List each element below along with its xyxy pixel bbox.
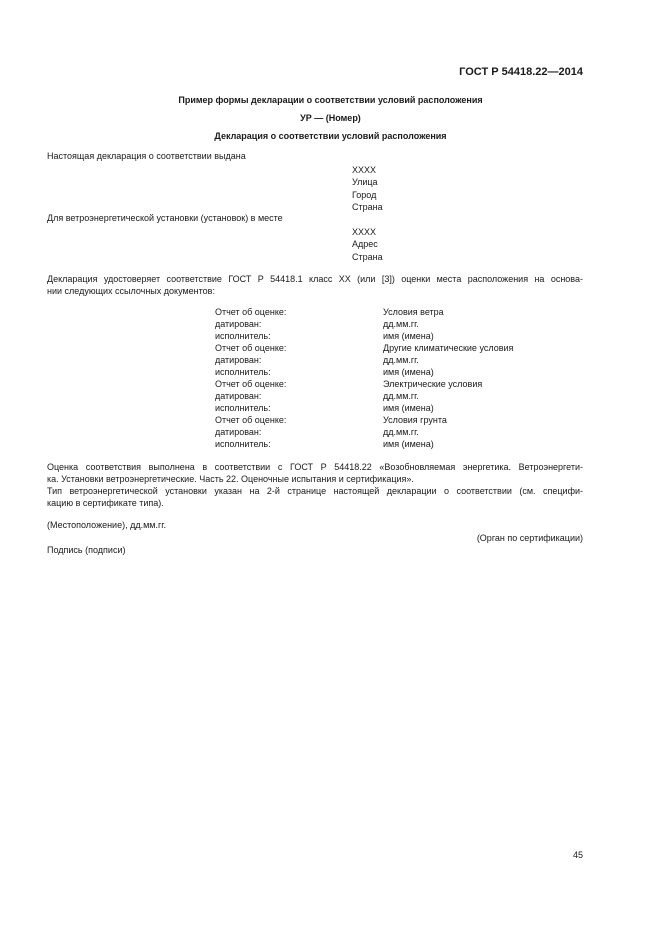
- declaration-number: УР — (Номер): [300, 113, 361, 123]
- date-label: датирован:: [215, 391, 262, 401]
- signature: Подпись (подписи): [47, 545, 126, 555]
- report-label: Отчет об оценке:: [215, 307, 287, 317]
- location-date: (Местоположение), дд.мм.гг.: [47, 520, 166, 530]
- paragraph-line: кацию в сертификате типа).: [47, 498, 164, 508]
- author-value: имя (имена): [383, 439, 434, 449]
- address-line: Страна: [352, 251, 383, 262]
- address-line: Адрес: [352, 239, 378, 250]
- report-label: Отчет об оценке:: [215, 415, 287, 425]
- form-title: Пример формы декларации о соответствии условий расположения: [178, 95, 483, 105]
- date-label: датирован:: [215, 319, 262, 329]
- declaration-title: Декларация о соответствии условий расположения: [214, 131, 447, 141]
- turbine-address-block: [352, 226, 383, 263]
- paragraph-line: Декларация удостоверяет соответствие ГОСТ Р 54418.1 класс ХХ (или [3]) оценки места расположения на основа-: [47, 274, 583, 284]
- author-value: имя (имена): [383, 331, 434, 341]
- report-label: Отчет об оценке:: [215, 379, 287, 389]
- address-line: Страна: [352, 201, 383, 212]
- paragraph-line: Тип ветроэнергетической установки указан на 2-й странице настоящей декларации о соответствии (см. специфи-: [47, 486, 583, 496]
- author-value: имя (имена): [383, 403, 434, 413]
- author-label: исполнитель:: [215, 403, 271, 413]
- date-label: датирован:: [215, 427, 262, 437]
- assessment-paragraph: [47, 461, 583, 509]
- date-value: дд.мм.гг.: [383, 355, 419, 365]
- issued-address-block: [352, 164, 383, 213]
- author-label: исполнитель:: [215, 331, 271, 341]
- paragraph-line: Оценка соответствия выполнена в соответствии с ГОСТ Р 54418.22 «Возобновляемая энергетика. Ветроэнергети-: [47, 462, 583, 472]
- reports-labels-column: [215, 306, 286, 450]
- paragraph-line: ка. Установки ветроэнергетические. Часть 22. Оценочные испытания и сертификация».: [47, 474, 414, 484]
- report-label: Отчет об оценке:: [215, 343, 287, 353]
- certifies-paragraph: [47, 273, 583, 297]
- issued-label: Настоящая декларация о соответствии выдана: [47, 151, 246, 161]
- report-value: Условия грунта: [383, 415, 447, 425]
- certification-body: (Орган по сертификации): [476, 533, 583, 543]
- report-value: Условия ветра: [383, 307, 444, 317]
- date-value: дд.мм.гг.: [383, 391, 419, 401]
- reports-values-column: [383, 306, 513, 450]
- page-number: 45: [572, 850, 583, 860]
- date-value: дд.мм.гг.: [383, 319, 419, 329]
- address-line: ХХХХ: [352, 227, 377, 237]
- author-label: исполнитель:: [215, 439, 271, 449]
- author-value: имя (имена): [383, 367, 434, 377]
- report-value: Электрические условия: [383, 379, 483, 389]
- date-value: дд.мм.гг.: [383, 427, 419, 437]
- address-line: Город: [352, 189, 377, 200]
- turbine-label: Для ветроэнергетической установки (установок) в месте: [47, 213, 283, 223]
- author-label: исполнитель:: [215, 367, 271, 377]
- date-label: датирован:: [215, 355, 262, 365]
- address-line: ХХХХ: [352, 165, 377, 175]
- report-value: Другие климатические условия: [383, 343, 514, 353]
- paragraph-line: нии следующих ссылочных документов:: [47, 286, 215, 296]
- standard-code: ГОСТ Р 54418.22—2014: [459, 66, 583, 78]
- address-line: Улица: [352, 177, 378, 188]
